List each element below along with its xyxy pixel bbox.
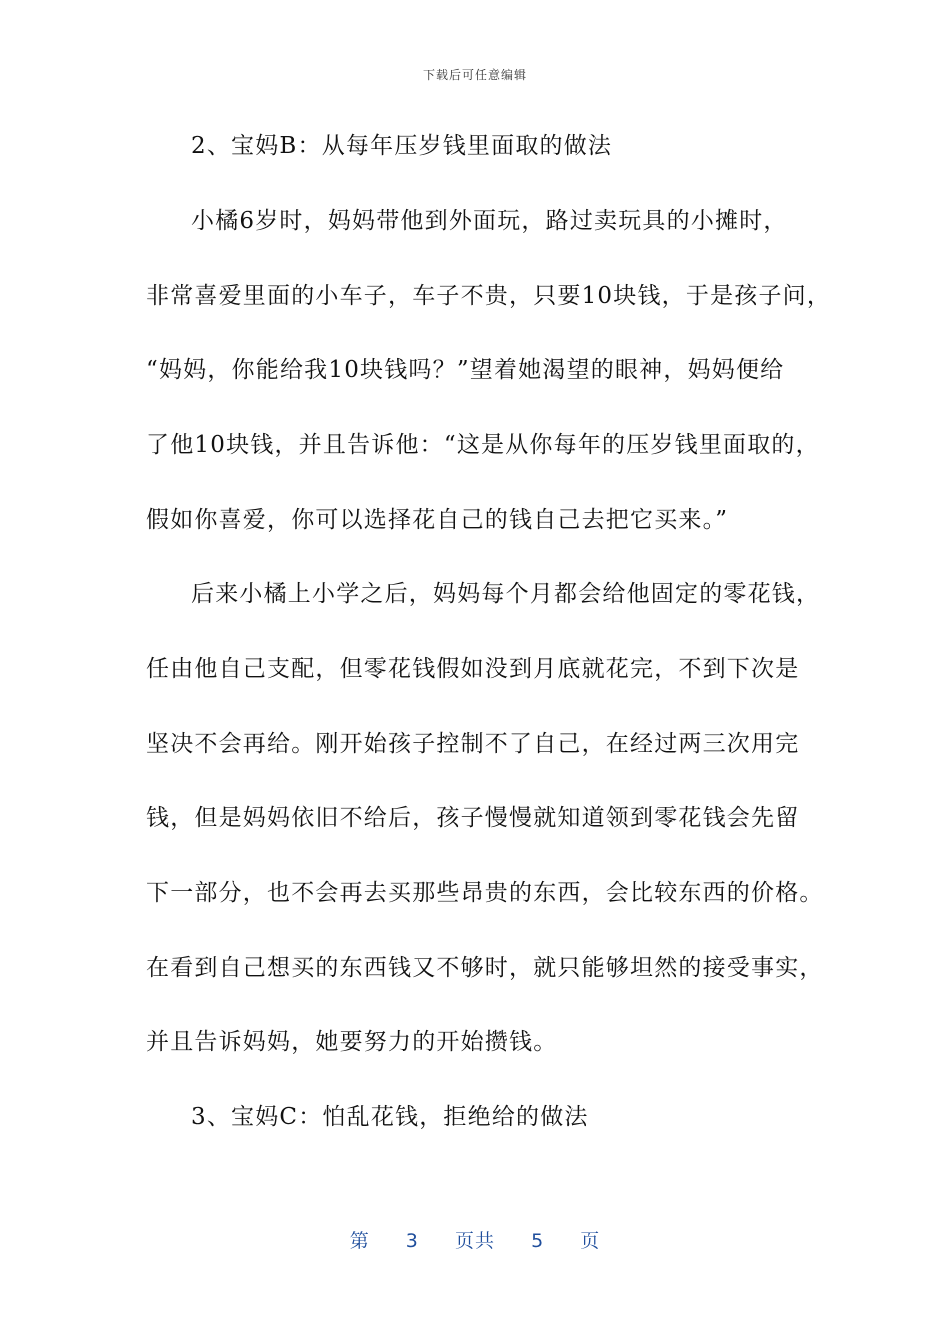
paragraph-line: 坚决不会再给。刚开始孩子控制不了自己，在经过两三次用完 <box>146 731 800 757</box>
paragraph-line: 并且告诉妈妈，她要努力的开始攒钱。 <box>146 1029 558 1055</box>
page-header: 下载后可任意编辑 <box>422 68 527 82</box>
paragraph-line: “妈妈，你能给我10块钱吗？”望着她渴望的眼神，妈妈便给 <box>146 357 785 383</box>
section-heading-b: 2、宝妈B：从每年压岁钱里面取的做法 <box>191 133 613 159</box>
paragraph-line: 在看到自己想买的东西钱又不够时，就只能够坦然的接受事实， <box>146 955 824 981</box>
paragraph-line: 下一部分，也不会再去买那些昂贵的东西，会比较东西的价格。 <box>146 880 824 906</box>
paragraph-line: 任由他自己支配，但零花钱假如没到月底就花完，不到下次是 <box>146 656 800 682</box>
current-page-number: 3 <box>405 1230 419 1252</box>
paragraph-line: 后来小橘上小学之后，妈妈每个月都会给他固定的零花钱， <box>191 581 821 607</box>
section-heading-c: 3、宝妈C：怕乱花钱，拒绝给的做法 <box>191 1104 589 1130</box>
footer-suffix: 页 <box>580 1230 601 1252</box>
paragraph-line: 小橘6岁时，妈妈带他到外面玩，路过卖玩具的小摊时， <box>191 208 788 234</box>
total-pages-number: 5 <box>531 1230 545 1252</box>
paragraph-line: 非常喜爱里面的小车子，车子不贵，只要10块钱，于是孩子问， <box>146 283 832 309</box>
footer-prefix: 第 <box>349 1230 370 1252</box>
page-footer <box>0 1226 950 1253</box>
paragraph-line: 钱，但是妈妈依旧不给后，孩子慢慢就知道领到零花钱会先留 <box>146 805 800 831</box>
footer-mid: 页共 <box>454 1230 495 1252</box>
paragraph-line: 了他10块钱，并且告诉他：“这是从你每年的压岁钱里面取的， <box>146 432 820 458</box>
paragraph-line: 假如你喜爱，你可以选择花自己的钱自己去把它买来。” <box>146 507 729 533</box>
